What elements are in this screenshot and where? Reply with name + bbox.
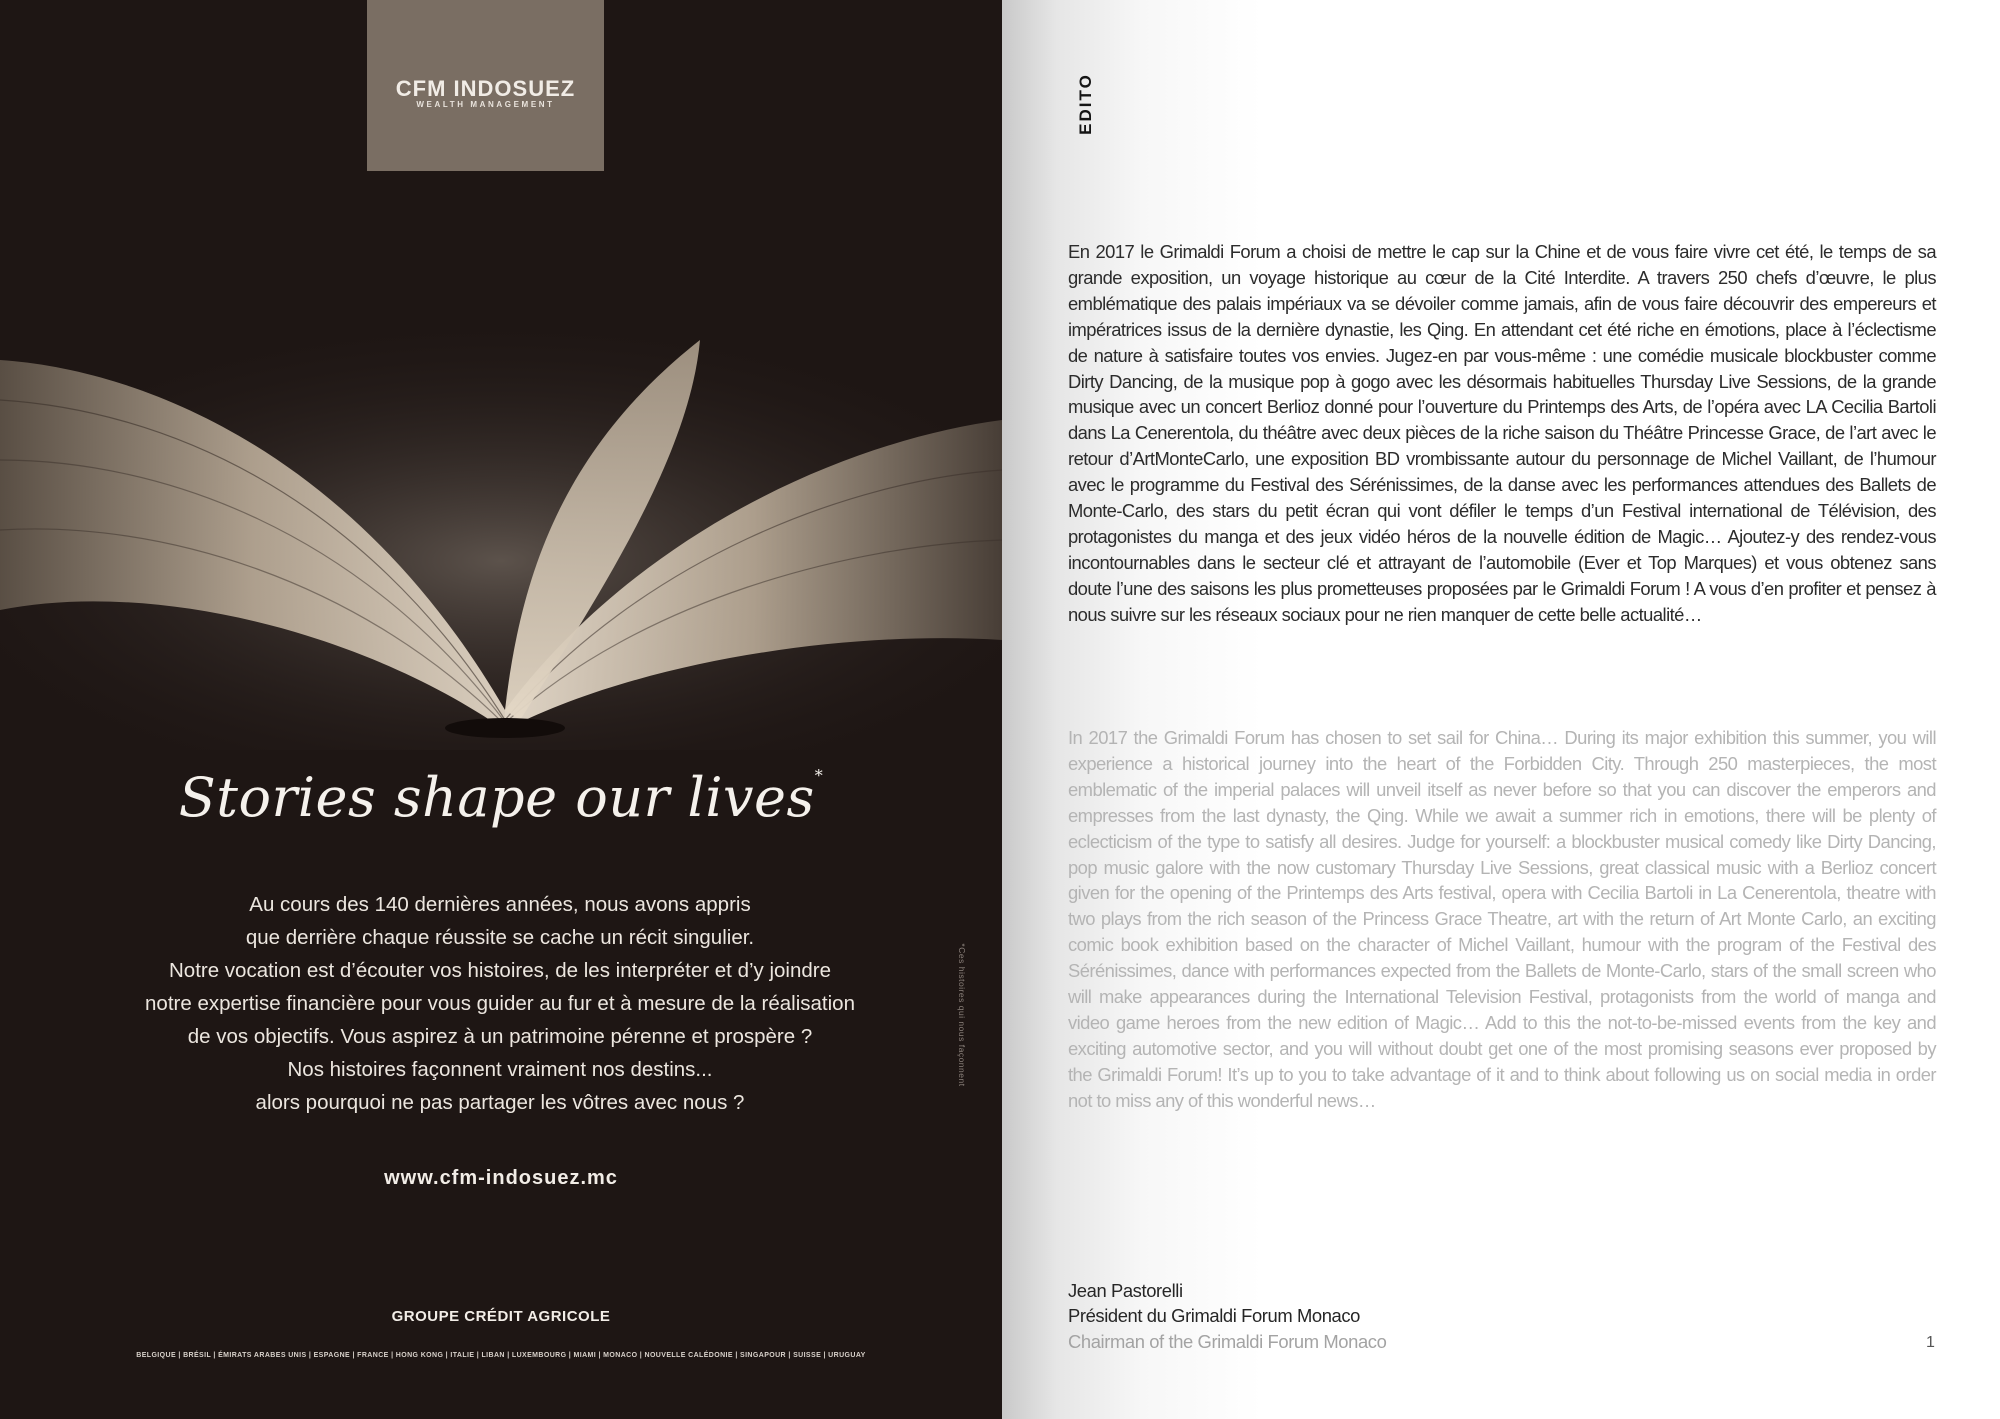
edito-text-french: En 2017 le Grimaldi Forum a choisi de mettre le cap sur la Chine et de vous faire vivre cet été, le temps de sa grande exposition, un voyage historique au cœur de la Cité Interdite. A travers 250 chefs d’œuvre, le plus emblématique des palais impériaux va se dévoiler comme jamais, afin de vous faire découvrir des empereurs et impératrices issus de la dernière dynastie, les Qing. En attendant cet été riche en émotions, place à l’éclectisme de nature à satisfaire toutes vos envies. Jugez-en par vous-même : une comédie musicale blockbuster comme Dirty Dancing, de la musique pop à gogo avec les désormais habituelles Thursday Live Sessions, de la grande musique avec un concert Berlioz donné pour l’ouverture du Printemps des Arts, de l’opéra avec LA Cecilia Bartoli dans La Cenerentola, du théâtre avec deux pièces de la riche saison du Théâtre Princesse Grace, de l’art avec le retour d’ArtMonteCarlo, une exposition BD vrombissante autour du personnage de Michel Vaillant, de l’humour avec le programme du Festival des Sérénissimes, de la danse avec les performances attendues des Ballets de Monte-Carlo, des stars du petit écran qui vont défiler le temps d’un Festival international de Télévision, des protagonistes du manga et des jeux vidéo héros de la nouvelle édition de Magic… Ajoutez-y des rendez-vous incontournables dans le secteur clé et attrayant de l’automobile (Ever et Top Marques) et vous obtenez sans doute l’une des saisons les plus prometteuses proposées par le Grimaldi Forum ! A vous d’en profiter et pensez à nous suivre sur les réseaux sociaux pour ne rien manquer de cette belle actualité… bbox=[1068, 241, 1936, 625]
signature-role-english: Chairman of the Grimaldi Forum Monaco bbox=[1068, 1331, 1387, 1352]
countries-list: BELGIQUE | BRÉSIL | ÉMIRATS ARABES UNIS | ESPAGNE | FRANCE | HONG KONG | ITALIE | LIBAN | LUXEMBOURG | MIAMI | MONACO | NOUVELLE CALÉDONIE | SINGAPOUR | SUISSE | URUGUAY bbox=[136, 1352, 866, 1359]
ad-body-line: que derrière chaque réussite se cache un récit singulier. bbox=[245, 926, 755, 949]
ad-body-line: alors pourquoi ne pas partager les vôtres avec nous ? bbox=[255, 1091, 745, 1114]
ad-body-line: Nos histoires façonnent vraiment nos destins... bbox=[287, 1058, 713, 1081]
section-label: EDITO bbox=[1076, 73, 1095, 135]
ad-body-line: Au cours des 140 dernières années, nous avons appris bbox=[249, 893, 751, 916]
open-book-photo bbox=[0, 330, 1002, 750]
ad-tagline bbox=[0, 766, 1002, 829]
group-name: GROUPE CRÉDIT AGRICOLE bbox=[391, 1308, 611, 1325]
ad-body-line: Notre vocation est d’écouter vos histoires, de les interpréter et d’y joindre bbox=[168, 959, 832, 982]
ad-body-line: de vos objectifs. Vous aspirez à un patrimoine pérenne et prospère ? bbox=[187, 1025, 813, 1048]
ad-body-text bbox=[60, 888, 940, 1119]
ad-body-line: notre expertise financière pour vous guider au fur et à mesure de la réalisation bbox=[145, 992, 855, 1015]
brand-logo bbox=[367, 0, 604, 171]
signature-name: Jean Pastorelli bbox=[1068, 1280, 1183, 1301]
tagline-footnote-mark: * bbox=[814, 766, 824, 785]
website-link[interactable]: www.cfm-indosuez.mc bbox=[384, 1167, 618, 1189]
brand-subtitle: WEALTH MANAGEMENT bbox=[416, 100, 555, 109]
edito-text-english: In 2017 the Grimaldi Forum has chosen to set sail for China… During its major exhibition this summer, you will experience a historical journey into the heart of the Forbidden City. Through 250 masterpieces, the most emblematic of the imperial palaces will unveil itself as never before so that you can discover the emperors and empresses from the last dynasty, the Qing. While we await a summer rich in emotions, there will be plenty of eclecticism of the type to satisfy all desires. Judge for yourself: a blockbuster musical comedy like Dirty Dancing, pop music galore with the now customary Thursday Live Sessions, great classical music with a Berlioz concert given for the opening of the Printemps des Arts festival, opera with Cecilia Bartoli in La Cenerentola, theatre with two plays from the rich season of the Princess Grace Theatre, art with the return of Art Monte Carlo, an exciting comic book exhibition based on the character of Michel Vaillant, humour with the program of the Festival des Sérénissimes, dance with performances expected from the Ballets de Monte-Carlo, stars of the small screen who will make appearances during the International Television Festival, protagonists from the world of manga and video game heroes from the new edition of Magic… Add to this the not-to-be-missed events from the key and exciting automotive sector, and you will without doubt get one of the most promising seasons ever proposed by the Grimaldi Forum! It’s up to you to take advantage of it and to think about following us on social media in order not to miss any of this wonderful news… bbox=[1068, 727, 1936, 1111]
signature-role-french: Président du Grimaldi Forum Monaco bbox=[1068, 1305, 1361, 1326]
footnote-vertical: *Ces histoires qui nous façonnent bbox=[957, 943, 967, 1087]
brand-name: CFM INDOSUEZ bbox=[395, 76, 576, 101]
edito-page bbox=[1002, 0, 2000, 1419]
page-number: 1 bbox=[1926, 1334, 1935, 1351]
ad-tagline-text: Stories shape our lives bbox=[178, 766, 815, 829]
